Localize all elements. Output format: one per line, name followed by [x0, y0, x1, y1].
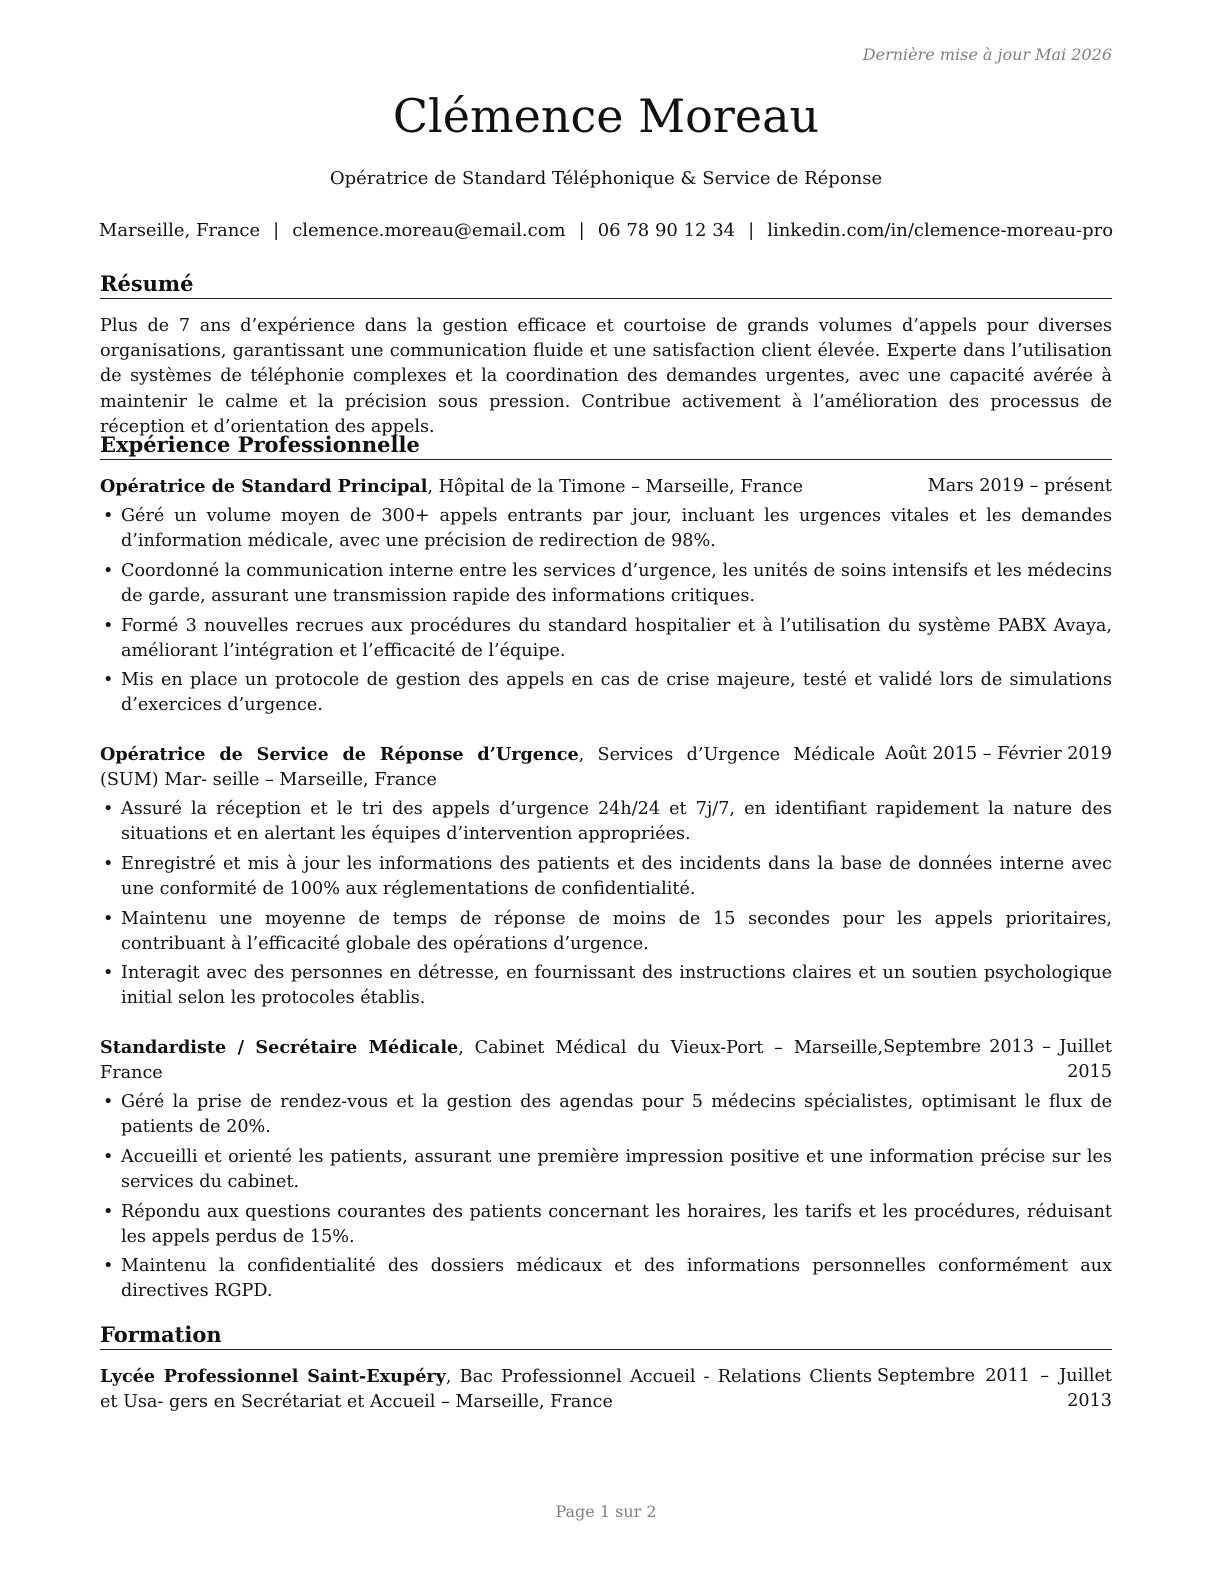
- degree: , Bac Professionnel Accueil - Relations Clients et Usa- gers en Secrétariat et Accueil – Marseille, France: [100, 1367, 872, 1412]
- job-title: Opératrice de Standard Principal: [100, 476, 428, 497]
- job-subtitle: Opératrice de Standard Téléphonique & Service de Réponse: [329, 168, 883, 189]
- job-entry: [100, 742, 1112, 1016]
- contact-phone[interactable]: 06 78 90 12 34: [597, 220, 736, 241]
- job-employer: , Hôpital de la Timone – Marseille, France: [427, 477, 804, 497]
- job-header: [100, 1035, 1112, 1086]
- list-item: • Maintenu la confidentialité des dossiers médicaux et des informations personnelles conformément aux directives RGPD.: [100, 1254, 1112, 1304]
- education-line: [100, 1364, 872, 1415]
- list-item: • Géré un volume moyen de 300+ appels entrants par jour, incluant les urgences vitales et les demandes d’information médicale, avec une précision de redirection de 98%.: [100, 504, 1112, 554]
- job-header: [100, 474, 1112, 500]
- list-item: • Géré la prise de rendez-vous et la gestion des agendas pour 5 médecins spécialistes, optimisant le flux de patients de 20%.: [100, 1090, 1112, 1140]
- job-entry: [100, 474, 1112, 723]
- job-bullets: [100, 1090, 1112, 1304]
- job-bullets: [100, 797, 1112, 1011]
- job-bullets: [100, 504, 1112, 718]
- candidate-name: Clémence Moreau: [392, 89, 820, 143]
- summary-text: Plus de 7 ans d’expérience dans la gestion efficace et courtoise de grands volumes d’appels pour diverses organisations, garantissant une communication fluide et une satisfaction client élevée. Experte dans l’utilisation de systèmes de téléphonie complexes et la coordination des demandes urgentes, avec une capacité avérée à maintenir le calme et la précision sous pression. Contribue activement à l’amélioration des processus de réception et d’orientation des appels.: [100, 316, 1112, 437]
- contact-email[interactable]: clemence.moreau@email.com: [292, 220, 566, 241]
- job-title-line: [100, 1035, 883, 1086]
- job-title: Standardiste / Secrétaire Médicale: [100, 1037, 459, 1058]
- job-header: [100, 742, 1112, 793]
- contact-location: Marseille, France: [98, 220, 261, 241]
- list-item: • Assuré la réception et le tri des appels d’urgence 24h/24 et 7j/7, en identifiant rapidement la nature des situations et en alertant les équipes d’intervention appropriées.: [100, 797, 1112, 847]
- page-number: Page 1 sur 2: [555, 1502, 657, 1521]
- summary-heading: Résumé: [100, 270, 1112, 299]
- contact-line: [80, 219, 1132, 243]
- education-entry: [100, 1364, 1112, 1415]
- experience-heading: Expérience Professionnelle: [100, 431, 1112, 460]
- list-item: • Formé 3 nouvelles recrues aux procédures du standard hospitalier et à l’utilisation du système PABX Avaya, améliorant l’intégration et l’efficacité de l’équipe.: [100, 614, 1112, 664]
- last-updated: Dernière mise à jour Mai 2026: [862, 45, 1112, 64]
- resume-page: [100, 0, 1112, 1584]
- job-title-line: [100, 742, 875, 793]
- contact-linkedin[interactable]: linkedin.com/in/clemence-moreau-pro: [767, 220, 1114, 241]
- education-heading: Formation: [100, 1321, 1112, 1350]
- job-employer: , Services d’Urgence Médicale (SUM) Mar- seille – Marseille, France: [100, 745, 875, 790]
- list-item: • Enregistré et mis à jour les informations des patients et des incidents dans la base de données interne avec une conformité de 100% aux réglementations de confidentialité.: [100, 852, 1112, 902]
- contact-separator: |: [578, 220, 585, 241]
- education-header: [100, 1364, 1112, 1415]
- list-item: • Coordonné la communication interne entre les services d’urgence, les unités de soins intensifs et les médecins de garde, assurant une transmission rapide des informations critiques.: [100, 559, 1112, 609]
- job-dates: Août 2015 – Février 2019: [885, 744, 1112, 764]
- school-name: Lycée Professionnel Saint-Exupéry: [100, 1366, 446, 1387]
- contact-separator: |: [748, 220, 755, 241]
- job-title: Opératrice de Service de Réponse d’Urgence: [100, 744, 579, 765]
- list-item: • Accueilli et orienté les patients, assurant une première impression positive et une information précise sur les services du cabinet.: [100, 1145, 1112, 1195]
- job-dates: Mars 2019 – présent: [927, 476, 1112, 496]
- job-dates: Septembre 2013 – Juillet 2015: [883, 1037, 1112, 1082]
- education-dates: Septembre 2011 – Juillet 2013: [877, 1366, 1112, 1411]
- contact-separator: |: [273, 220, 280, 241]
- list-item: • Mis en place un protocole de gestion des appels en cas de crise majeure, testé et validé lors de simulations d’exercices d’urgence.: [100, 668, 1112, 718]
- list-item: • Répondu aux questions courantes des patients concernant les horaires, les tarifs et les procédures, réduisant les appels perdus de 15%.: [100, 1200, 1112, 1250]
- list-item: • Interagit avec des personnes en détresse, en fournissant des instructions claires et un soutien psychologique initial selon les protocoles établis.: [100, 961, 1112, 1011]
- job-entry: [100, 1035, 1112, 1309]
- job-title-line: [100, 474, 803, 500]
- job-employer: , Cabinet Médical du Vieux-Port – Marseille, France: [100, 1038, 884, 1083]
- list-item: • Maintenu une moyenne de temps de réponse de moins de 15 secondes pour les appels prioritaires, contribuant à l’efficacité globale des opérations d’urgence.: [100, 907, 1112, 957]
